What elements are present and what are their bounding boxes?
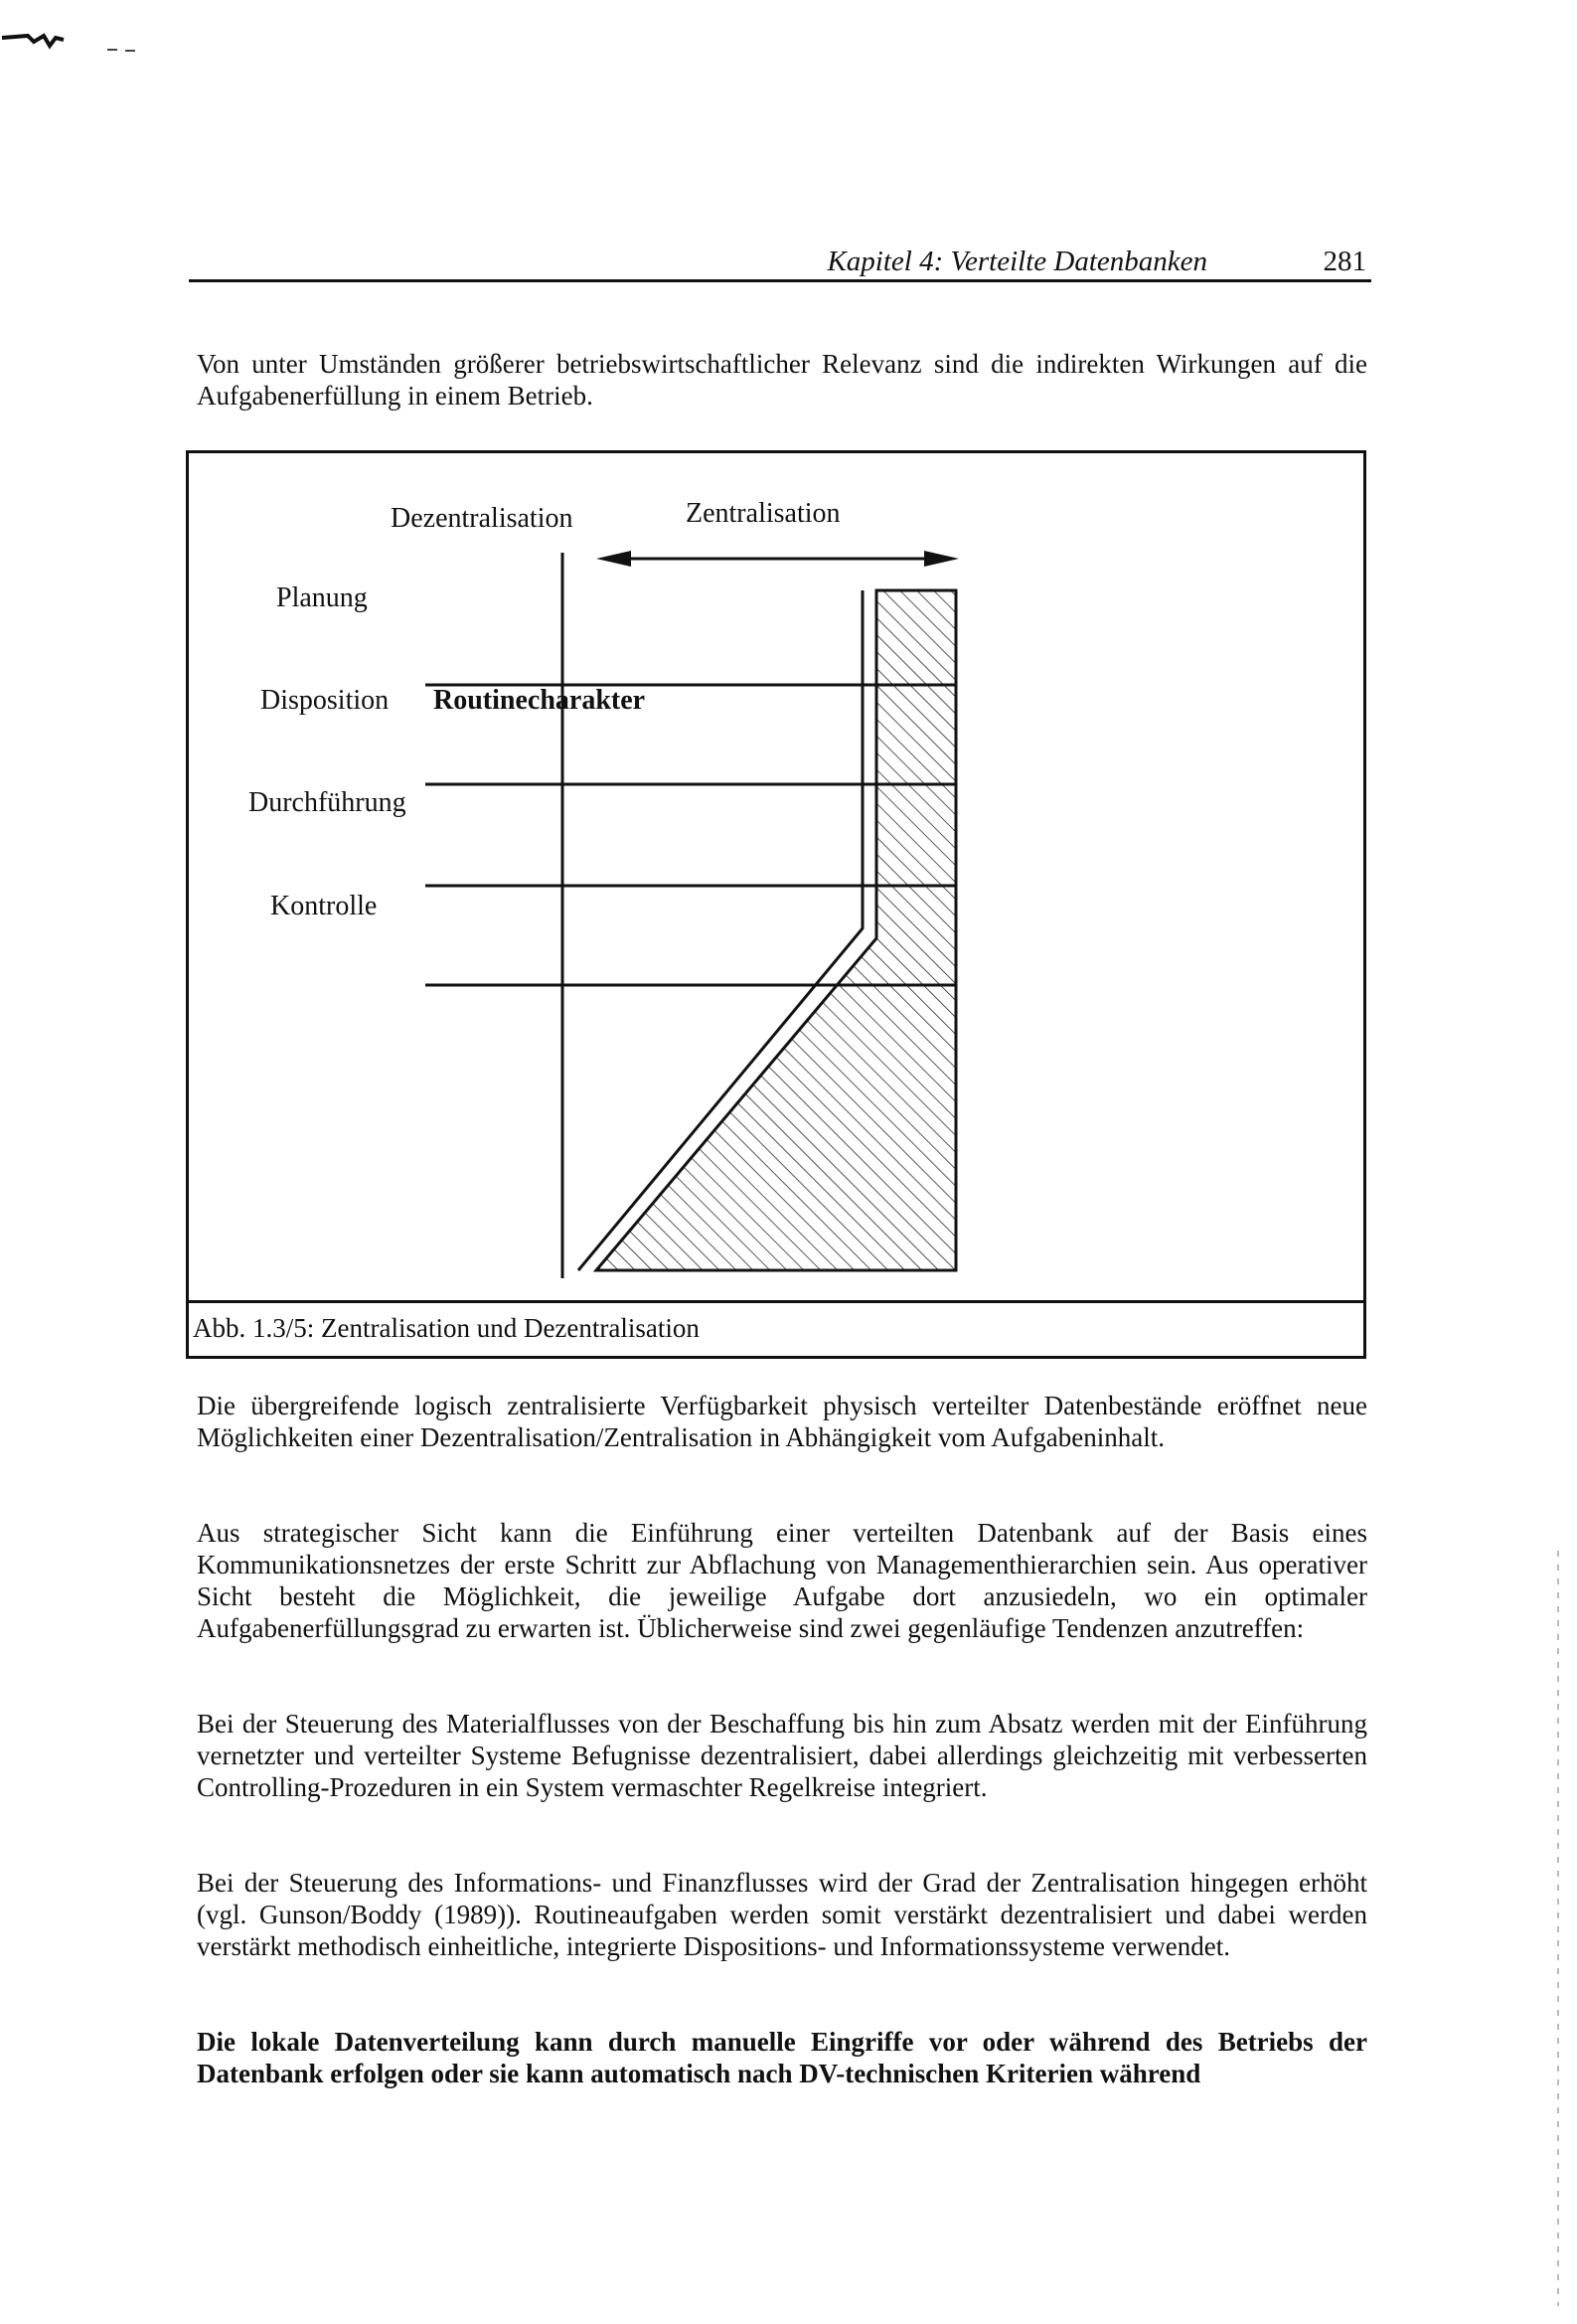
row-label-planung: Planung — [276, 582, 368, 613]
chapter-title: Kapitel 4: Verteilte Datenbanken — [827, 246, 1207, 277]
figure-diagram — [189, 453, 1363, 1304]
page-number: 281 — [1323, 246, 1366, 277]
paragraph-1: Von unter Umständen größerer betriebswirtschaftlicher Relevanz sind die indirekten Wirkungen auf die Aufgabenerfüllung in einem Betrieb. — [197, 349, 1367, 411]
running-header — [189, 244, 1371, 282]
label-dezentralisation: Dezentralisation — [391, 503, 573, 534]
figure-caption: Abb. 1.3/5: Zentralisation und Dezentralisation — [189, 1300, 1363, 1356]
label-zentralisation: Zentralisation — [686, 498, 841, 529]
row-label-kontrolle: Kontrolle — [270, 891, 378, 921]
arrow-head-left — [596, 551, 631, 567]
row-label-durchfuehrung: Durchführung — [248, 787, 406, 818]
paragraph-5: Bei der Steuerung des Informations- und Finanzflusses wird der Grad der Zentralisation hingegen erhöht (vgl. Gunson/Boddy (1989)). Routineaufgaben werden somit verstärkt dezentralisiert und dabei werden verstärkt methodisch einheitliche, integrierte Dispositions- und Informationssysteme verwendet. — [197, 1868, 1367, 1961]
figure-centralization — [186, 450, 1366, 1359]
scan-artifact-edge — [1557, 1551, 1559, 2306]
row-label-disposition: Disposition — [260, 685, 390, 716]
paragraph-4: Bei der Steuerung des Materialflusses von der Beschaffung bis hin zum Absatz werden mit der Einführung vernetzter und verteilter Systeme Befugnisse dezentralisiert, dabei allerdings gleichzeitig mit verbesserten Controlling-Prozeduren in ein System vermaschter Regelkreise integriert. — [197, 1709, 1367, 1802]
paragraph-2: Die übergreifende logisch zentralisierte Verfügbarkeit physisch verteilter Datenbestände eröffnet neue Möglichkeiten einer Dezentralisation/Zentralisation in Abhängigkeit vom Aufgabeninhalt. — [197, 1391, 1367, 1452]
paragraph-3: Aus strategischer Sicht kann die Einführung einer verteilten Datenbank auf der Basis eines Kommunikationsnetzes der erste Schritt zur Abflachung von Managementhierarchien sein. Aus operativer Sicht besteht die Möglichkeit, die jeweilige Aufgabe dort anzusiedeln, wo ein optimaler Aufgabenerfüllungsgrad zu erwarten ist. Üblicherweise sind zwei gegenläufige Tendenzen anzutreffen: — [197, 1518, 1367, 1643]
centralization-area — [596, 590, 956, 1270]
scan-artifact — [0, 20, 159, 60]
arrow-head-right — [924, 551, 959, 567]
center-label-routinecharakter: Routinecharakter — [433, 685, 646, 716]
paragraph-6: Die lokale Datenverteilung kann durch manuelle Eingriffe vor oder während des Betriebs der Datenbank erfolgen oder sie kann automatisch nach DV-technischen Kriterien während — [197, 2027, 1367, 2088]
